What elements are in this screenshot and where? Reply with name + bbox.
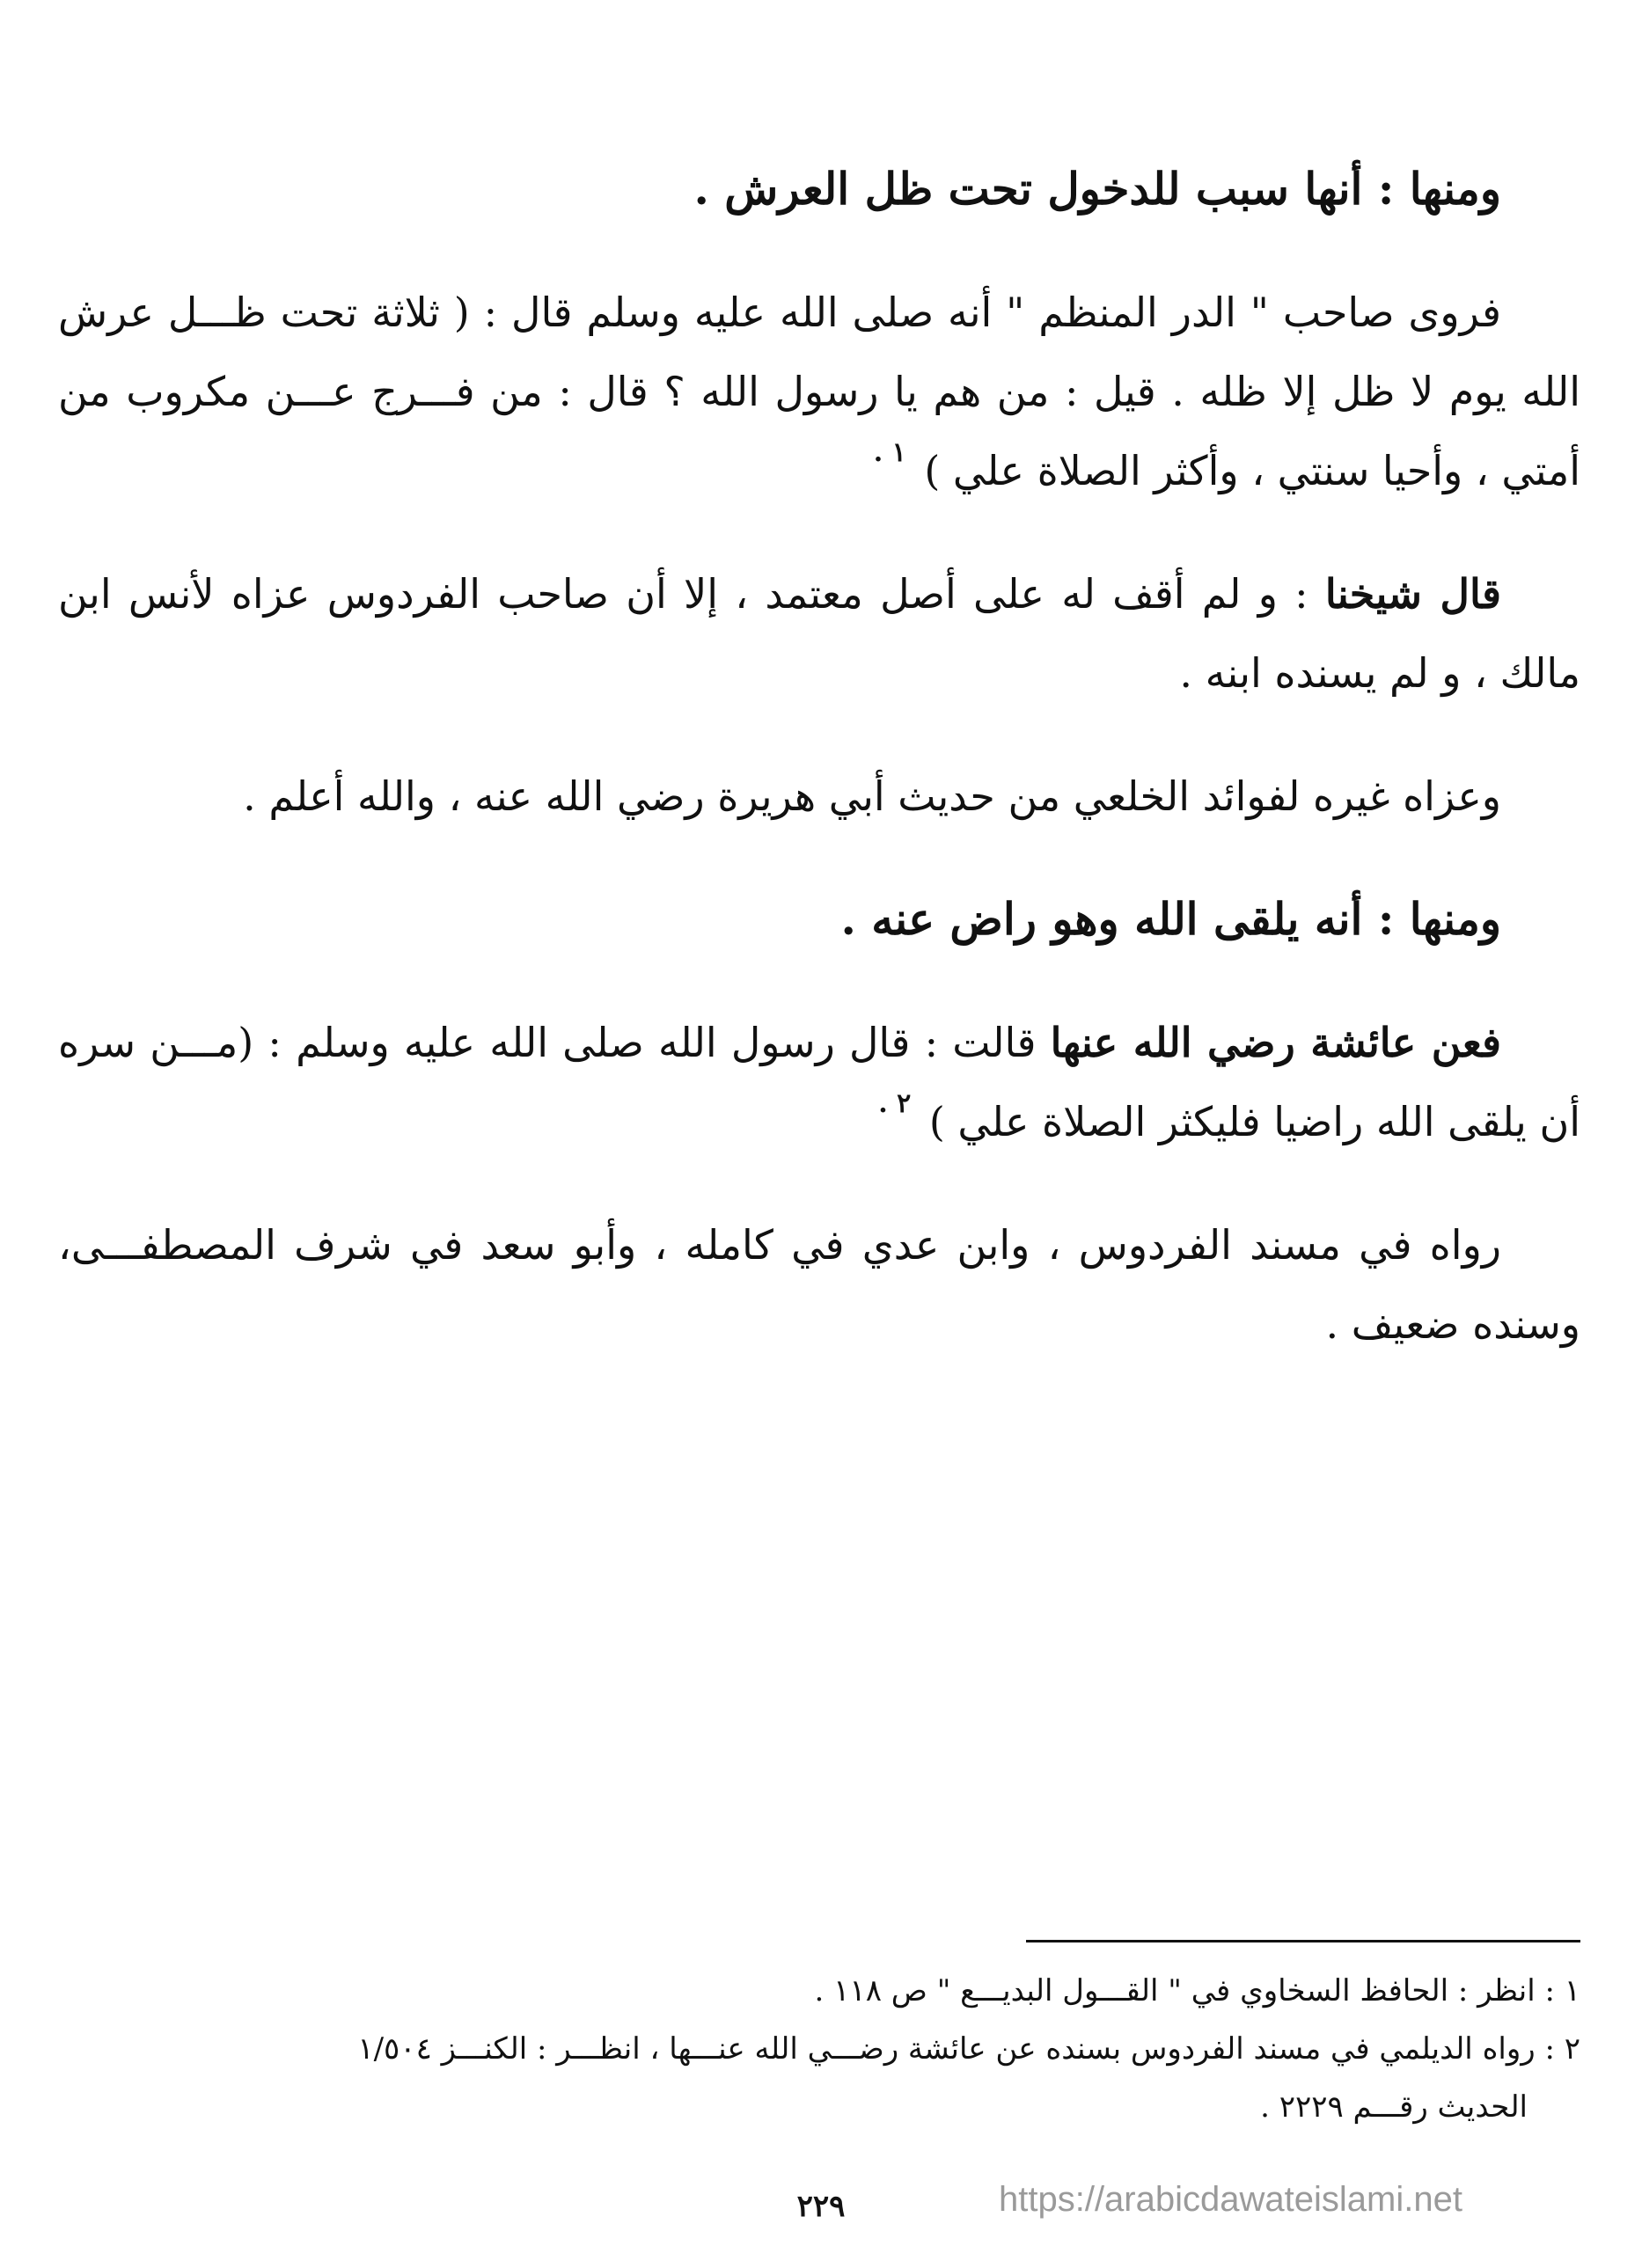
paragraph-lead: قال شيخنا (1324, 570, 1501, 618)
heading-meets-allah-pleased (58, 880, 1580, 959)
paragraph-lead: فعن عائشة رضي الله عنها (1050, 1019, 1501, 1066)
footnotes (58, 1962, 1580, 2136)
footnote-2-continuation: الحديث رقـــم ٢٢٢٩ . (1260, 2089, 1528, 2125)
paragraph-text: : و لم أقف له على أصل معتمد ، إلا أن صاحب الفردوس عزاه لأنس ابن مالك ، و لم يسنده ابنه . (58, 570, 1580, 697)
heading-text: ومنها : أنه يلقى الله وهو راض عنه . (840, 893, 1501, 945)
footnote-divider (1026, 1940, 1580, 1942)
paragraph-aisha-hadith (58, 1003, 1580, 1161)
heading-shade-of-throne (58, 150, 1580, 229)
paragraph-three-under-throne (58, 273, 1580, 510)
footnote-1: ١ : انظر : الحافظ السخاوي في " القـــول البديـــع " ص ١١٨ . (814, 1973, 1580, 2008)
heading-text: ومنها : أنها سبب للدخول تحت ظل العرش . (693, 163, 1501, 215)
paragraph-our-sheikh-said (58, 554, 1580, 713)
footnote-ref-2[interactable]: ٢ . (878, 1088, 912, 1119)
paragraph-narration-source (58, 1205, 1580, 1364)
footnote-ref-1[interactable]: ١ . (873, 437, 906, 468)
watermark-url: https://arabicdawateislami.net (999, 2180, 1462, 2219)
footnote-2: ٢ : رواه الديلمي في مسند الفردوس بسنده عن عائشة رضـــي الله عنـــها ، انظـــر : الكنـــز ١/٥٠٤ (357, 2031, 1580, 2067)
paragraph-text: وعزاه غيره لفوائد الخلعي من حديث أبي هريرة رضي الله عنه ، والله أعلم . (243, 772, 1501, 820)
paragraph-text: رواه في مسند الفردوس ، وابن عدي في كامله ، وأبو سعد في شرف المصطفـــى، وسنده ضعيف . (58, 1221, 1580, 1348)
paragraph-attribution (58, 757, 1580, 836)
paragraph-text: قالت : قال رسول الله صلى الله عليه وسلم : (مـــن سره أن يلقى الله راضيا فليكثر الصلاة علي ) (58, 1019, 1580, 1145)
main-text (58, 150, 1580, 1364)
paragraph-text: فروى صاحب " الدر المنظم " أنه صلى الله عليه وسلم قال : ( ثلاثة تحت ظـــل عرش الله يوم لا ظل إلا ظله . قيل : من هم يا رسول الله ؟ قال : من فـــرج عـــن مكروب من أمتي ، وأحيا سنتي ، وأكثر الصلاة علي ) (58, 289, 1580, 494)
page-number: ٢٢٩ (796, 2189, 846, 2224)
